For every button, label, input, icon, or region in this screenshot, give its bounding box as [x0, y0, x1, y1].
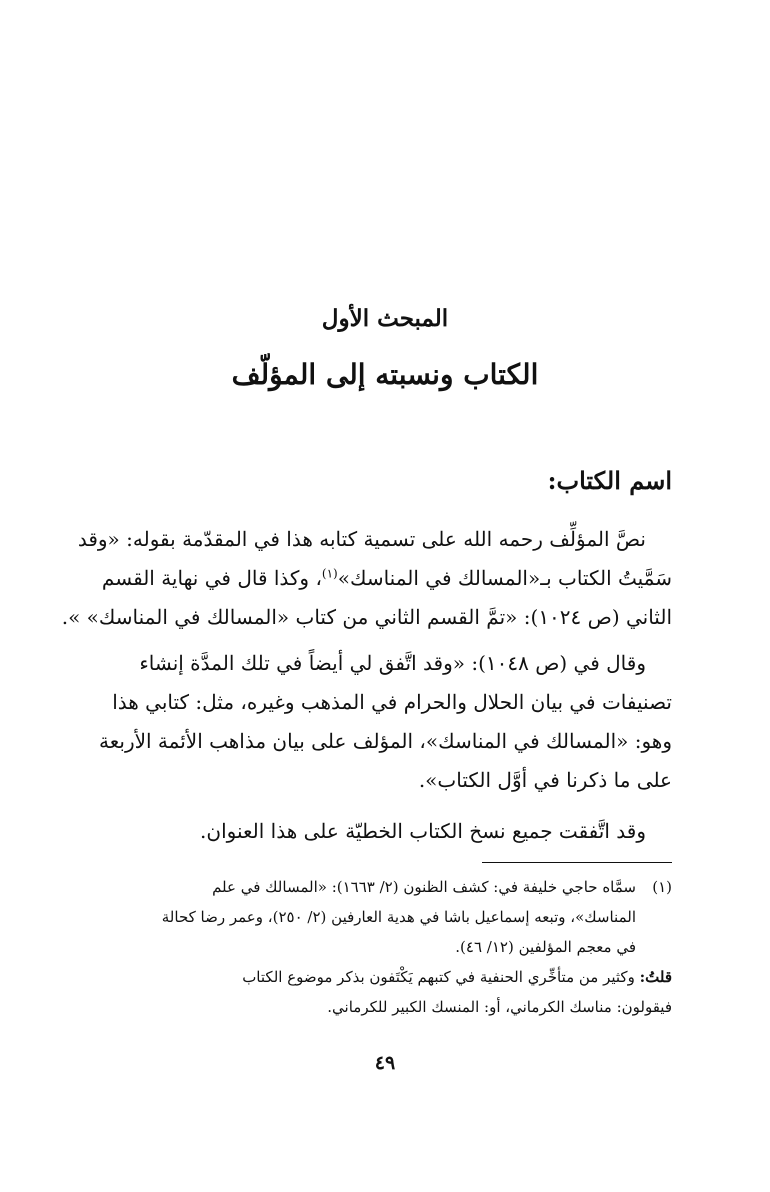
- footnote-note-label: قلتُ:: [639, 968, 672, 986]
- footnote-line-3: في معجم المؤلفين (١٢/ ٤٦).: [455, 938, 636, 956]
- page-number: ٤٩: [374, 1052, 396, 1074]
- paragraph-1-line-2-end: ، وكذا قال في نهاية القسم: [101, 566, 322, 590]
- paragraph-1-line-3: الثاني (ص ١٠٢٤): «تمَّ القسم الثاني من كتاب «المسالك في المناسك» ».: [61, 605, 672, 629]
- paragraph-1-line-2: [100, 559, 672, 598]
- paragraph-2-line-4: على ما ذكرنا في أوَّل الكتاب».: [418, 768, 672, 792]
- footnote-line-1: [100, 872, 672, 902]
- paragraph-3-line-1: وقد اتَّفقت جميع نسخ الكتاب الخطيّة على هذا العنوان.: [200, 819, 646, 843]
- chapter-title: الكتاب ونسبته إلى المؤلّف: [231, 358, 539, 391]
- footnote-line-4: [100, 962, 672, 992]
- footnote-divider: [482, 862, 672, 863]
- paragraph-3: [100, 812, 672, 851]
- paragraph-1: [61, 520, 672, 637]
- paragraph-2: [100, 644, 672, 800]
- paragraph-1-line-1: نصَّ المؤلِّف رحمه الله على تسمية كتابه هذا في المقدّمة بقوله: «وقد: [77, 527, 646, 551]
- footnote-line-1-text: سمَّاه حاجي خليفة في: كشف الظنون (٢/ ١٦٦٣): «المسالك في علم: [212, 878, 636, 896]
- footnotes: [100, 872, 672, 1022]
- paragraph-2-line-1: وقال في (ص ١٠٤٨): «وقد اتَّفق لي أيضاً في تلك المدَّة إنشاء: [139, 651, 646, 675]
- footnote-number: (١): [652, 878, 672, 896]
- paragraph-1-line-2-start: سَمَّيتُ الكتاب بـ«المسالك في المناسك»: [337, 566, 672, 590]
- paragraph-2-line-2: تصنيفات في بيان الحلال والحرام في المذهب وغيره، مثل: كتابي هذا: [112, 690, 672, 714]
- footnote-line-2: المناسك»، وتبعه إسماعيل باشا في هدية العارفين (٢/ ٢٥٠)، وعمر رضا كحالة: [161, 908, 636, 926]
- footnote-line-4-text: وكثير من متأخِّري الحنفية في كتبهم يَكْتَفون بذكر موضوع الكتاب: [242, 968, 640, 986]
- section-title: المبحث الأول: [321, 305, 449, 332]
- footnote-reference[interactable]: (١): [321, 566, 338, 581]
- subheading-book-name: اسم الكتاب:: [547, 466, 672, 495]
- footnote-line-5: فيقولون: مناسك الكرماني، أو: المنسك الكبير للكرماني.: [327, 998, 672, 1016]
- paragraph-2-line-3: وهو: «المسالك في المناسك»، المؤلف على بيان مذاهب الأئمة الأربعة: [99, 729, 672, 753]
